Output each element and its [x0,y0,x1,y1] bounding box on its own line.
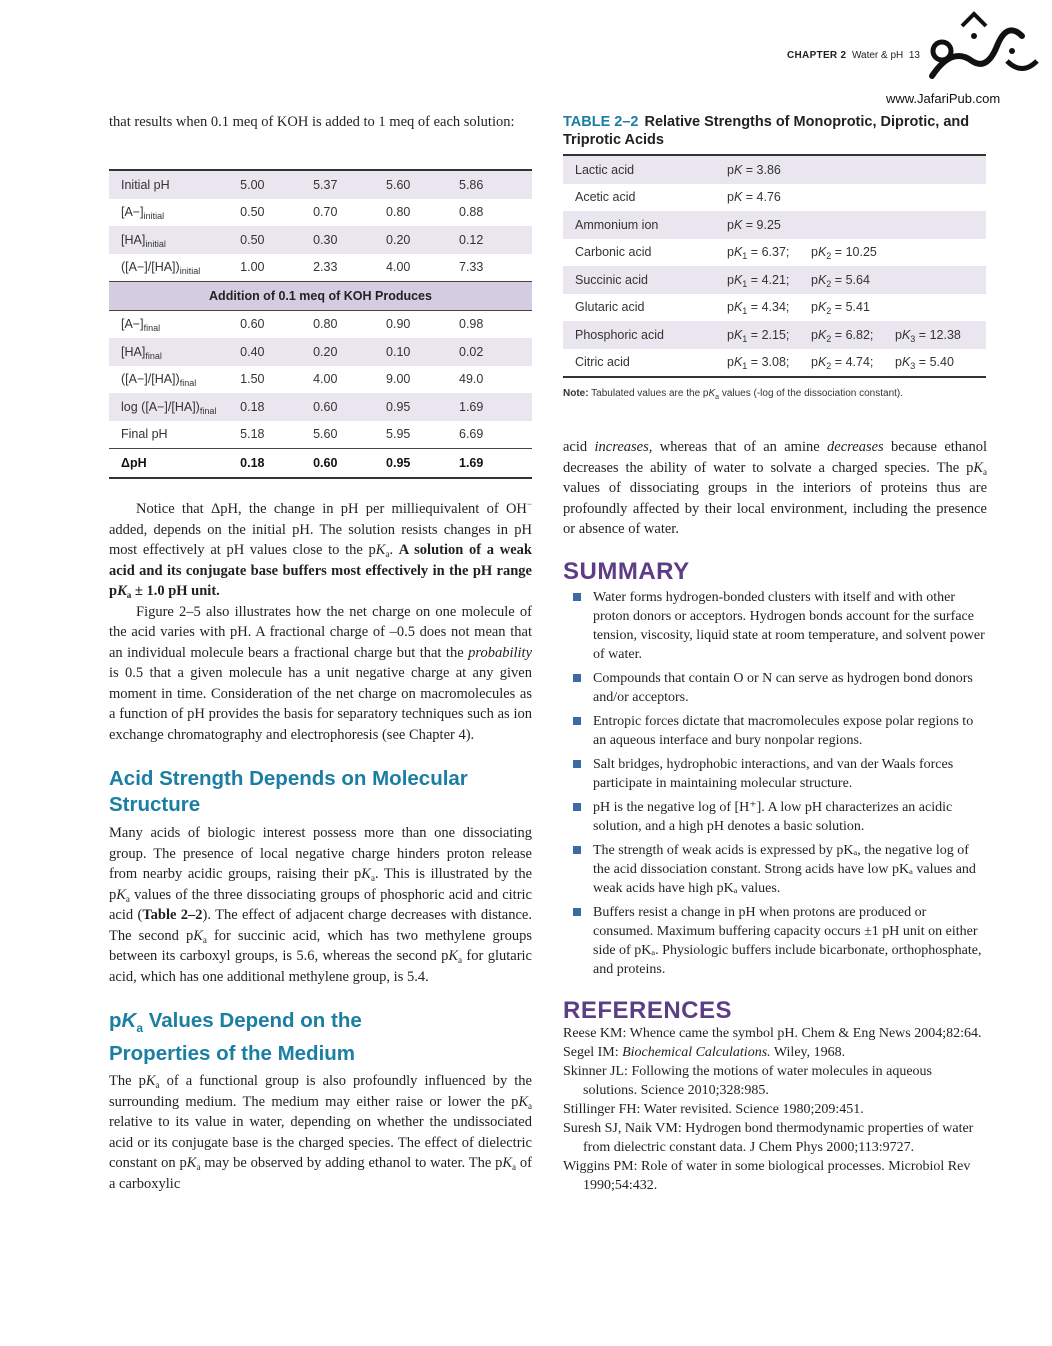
table1-cell: 1.69 [459,393,532,421]
left-body [109,499,532,1194]
references-list [563,1024,987,1195]
row-label: $([A-]/[HA])_{final}$ [121,372,197,389]
table2-row [563,321,986,349]
table1-cell: 7.33 [459,260,484,275]
acid-name: Glutaric acid [575,300,645,315]
reference-item: Stillinger FH: Water revisited. Science 1980;209:451. [563,1101,864,1117]
paragraph-notice: Notice that ΔpH, the change in pH per milliequivalent of OH− added, depends on the initial pH. The solution resists changes in pH most effectively at pH values close to the $pK_a$. A solution of a weak acid and its conjugate base buffers most effectively in the pH range $pK_a \pm 1.0$ pH unit. [109,499,532,600]
pk-values: $pK_1 = 4.21$; $pK_2 = 5.64$ [727,266,986,294]
summary-item: pH is the negative log of [H⁺]. A low pH characterizes an acidic solution, and a high pH denotes a basic solution. [563,798,987,836]
table2-row [563,155,986,184]
table1-cell: 0.10 [386,338,459,366]
table1-cell: 0.98 [459,317,484,332]
pk-values: $pK_1 = 2.15$; $pK_2 = 6.82$; $pK_3 = 12.38$ [727,321,986,349]
acid-name: Phosphoric acid [563,321,727,349]
pk-values: $pK_1 = 4.34$; $pK_2 = 5.41$ [727,300,870,317]
table1-cell: 0.30 [313,226,386,254]
heading-acid-strength: Acid Strength Depends on Molecular Structure [109,767,468,816]
table1-cell: 6.69 [459,427,484,442]
table1-cell: 0.40 [240,338,313,366]
table1-row [109,254,532,282]
table1-cell: 49.0 [459,372,484,387]
acid-name: Succinic acid [563,266,727,294]
chapter-label: CHAPTER 2 [787,50,847,61]
pk-values: $pK_1 = 3.08$; $pK_2 = 4.74$; $pK_3 = 5.40$ [727,355,954,372]
reference-item: Skinner JL: Following the motions of water molecules in aqueous solutions. Science 2010;328:985. [563,1063,933,1098]
pk-values: pK = 9.25 [727,211,986,239]
paragraph-figure: Figure 2–5 also illustrates how the net charge on one molecule of the acid varies with pH. A fractional charge of –0.5 does not mean that an individual molecule bears a fractional charge but that the probability is 0.5 that a given molecule has a unit negative charge at any given moment in time. Consideration of the net charge on macromolecules as a function of pH provides the basis for separatory techniques such as ion exchange chromatography and electrophoresis (see Chapter 4). [109,603,532,743]
table1-row [109,393,532,421]
acid-name: Carbonic acid [575,245,652,260]
table1-cell: 0.80 [386,205,411,220]
acid-name: Lactic acid [563,155,727,184]
pk-values: pK = 3.86 [727,155,986,184]
paragraph-acid-strength: Many acids of biologic interest possess more than one dissociating group. The presence of local negative charge hinders proton release from nearby acidic groups, raising their $pK_a$. This is illustrated by the $pK_a$ values of the three dissociating groups of phosphoric acid and citric acid (Table 2–2). The effect of adjacent charge decreases with distance. The second $pK_a$ for succinic acid, which has two methylene groups between its carboxyl groups, is 5.6, whereas the second $pK_a$ for glutaric acid, which has one additional methylene group, is 5.4. [109,825,532,985]
table1-cell: 0.70 [313,205,338,220]
table1-cell: 4.00 [313,372,338,387]
row-label: $[HA]_{final}$ [109,338,240,366]
paragraph-ethanol: acid increases, whereas that of an amine decreases because ethanol decreases the ability of water to solvate a charged species. The $pK_a$ values of dissociating groups in the interiors of proteins thus are profoundly affected by their local environment, including the presence or absence of water. [563,439,987,537]
table1-cell: 5.00 [240,171,313,199]
references-heading: REFERENCES [563,997,733,1024]
table1-cell: 4.00 [386,260,411,275]
table2-row [563,294,986,322]
table1-cell: 0.18 [240,449,313,478]
table1-cell: 0.88 [459,205,484,220]
table1-cell: 0.60 [313,393,386,421]
row-label: $\log ([A-]/[HA])_{final}$ [109,393,240,421]
table2-note: Note: Tabulated values are the $pK_a$ values (-log of the dissociation constant). [563,388,904,401]
table1-cell: 2.33 [313,260,338,275]
table1-cell: 5.18 [240,427,265,442]
table1-cell: 0.80 [313,317,338,332]
buffer-table [109,171,532,479]
page-number: 13 [908,50,920,61]
summary-item: Entropic forces dictate that macromolecules expose polar regions to an aqueous interface and bury nonpolar regions. [563,712,987,750]
right-body [563,437,987,1195]
acid-strength-table [563,154,986,378]
table1-cell: 0.60 [240,317,265,332]
table2-row [563,211,986,239]
summary-heading: SUMMARY [563,557,690,585]
table2-row [563,266,986,294]
table1-cell: 0.02 [459,338,532,366]
acid-name: Ammonium ion [563,211,727,239]
heading-pka-medium: $pK_a$ Values Depend on the Properties of the Medium [109,1009,362,1066]
table1-cell: 0.20 [386,226,459,254]
row-label: $[A-]_{initial}$ [121,205,165,222]
reference-item: Suresh SJ, Naik VM: Hydrogen bond thermodynamic properties of water from dielectric constant data. J Chem Phys 2000;113:9727. [563,1120,974,1155]
reference-item: Wiggins PM: Role of water in some biological processes. Microbiol Rev 1990;54:432. [563,1158,971,1193]
publisher-logo [912,6,1042,90]
summary-item: Water forms hydrogen-bonded clusters with itself and with other proton donors or acceptors. Hydrogen bonds account for the surface tension, viscosity, liquid state at room temperature, and solvent power of water. [563,588,987,664]
table1-cell: 0.20 [313,338,386,366]
table1-cell: 5.86 [459,171,532,199]
row-label: ΔpH [109,449,240,478]
table1-row [109,171,532,199]
table1-cell: 1.50 [240,372,265,387]
table1-cell: 0.95 [386,449,459,478]
chapter-title: Water & pH [851,50,904,61]
paragraph-pka-medium: The $pK_a$ of a functional group is also profoundly influenced by the surrounding medium. The medium may either raise or lower the $pK_a$ relative to its value in water, depending on whether the undissociated acid or its conjugate base is the charged species. The effect of dielectric constant on $pK_a$ may be observed by adding ethanol to water. The $pK_a$ of a carboxylic [109,1073,532,1192]
left-column [109,112,532,133]
table1-cell: 0.18 [240,393,313,421]
acid-name: Citric acid [575,355,630,370]
table1-cell: 9.00 [386,372,411,387]
row-label: $([A-]/[HA])_{initial}$ [121,260,201,277]
reference-item: Reese KM: Whence came the symbol pH. Chem & Eng News 2004;82:64. [563,1025,982,1041]
table1-cell: 1.00 [240,260,265,275]
table1-band: Addition of 0.1 meq of KOH Produces [109,282,532,311]
table1-row [109,226,532,254]
site-watermark: www.JafariPub.com [886,91,1001,106]
table2-row [563,239,986,267]
summary-item: Buffers resist a change in pH when protons are produced or consumed. Maximum buffering capacity occurs ±1 pH unit on either side of pKₐ. Physiologic buffers include bicarbonate, orthophosphate, and proteins. [563,903,987,979]
table1-row [109,366,532,394]
table1-cell: 5.95 [386,427,411,442]
table1-cell: 5.37 [313,171,386,199]
table1-row [109,421,532,449]
table1-cell: 5.60 [313,427,338,442]
summary-list [563,588,987,979]
row-label: Initial pH [109,171,240,199]
table1-cell: 5.60 [386,171,459,199]
table1-cell: 0.50 [240,205,265,220]
summary-item: The strength of weak acids is expressed by pKₐ, the negative log of the acid dissociation constant. Strong acids have low pKₐ values and weak acids have high pKₐ values. [563,841,987,898]
table1-cell: 1.69 [459,449,532,478]
acid-name: Acetic acid [575,190,636,205]
table1-cell: 0.50 [240,226,313,254]
table1-cell: 0.90 [386,317,411,332]
table1-row [109,449,532,478]
table2-row [563,184,986,212]
table1-cell: 0.12 [459,226,532,254]
table1-row [109,199,532,227]
row-label: $[A-]_{final}$ [121,317,161,334]
table2-row [563,349,986,378]
table1-cell: 0.60 [313,449,386,478]
table1-row [109,310,532,338]
intro-text: that results when 0.1 meq of KOH is added to 1 meq of each solution: [109,114,515,130]
reference-item: Segel IM: Biochemical Calculations. Wiley, 1968. [563,1044,846,1060]
summary-item: Salt bridges, hydrophobic interactions, and van der Waals forces participate in maintaining molecular structure. [563,755,987,793]
table1-row [109,338,532,366]
row-label: Final pH [121,427,168,442]
row-label: $[HA]_{initial}$ [109,226,240,254]
summary-item: Compounds that contain O or N can serve as hydrogen bond donors and/or acceptors. [563,669,987,707]
pk-values: $pK_1 = 6.37$; $pK_2 = 10.25$ [727,245,877,262]
pk-values: pK = 4.76 [727,190,781,205]
running-header [787,50,920,61]
table1-cell: 0.95 [386,393,459,421]
table2-title: TABLE 2–2 Relative Strengths of Monoprotic, Diprotic, and Triprotic Acids [563,114,970,148]
